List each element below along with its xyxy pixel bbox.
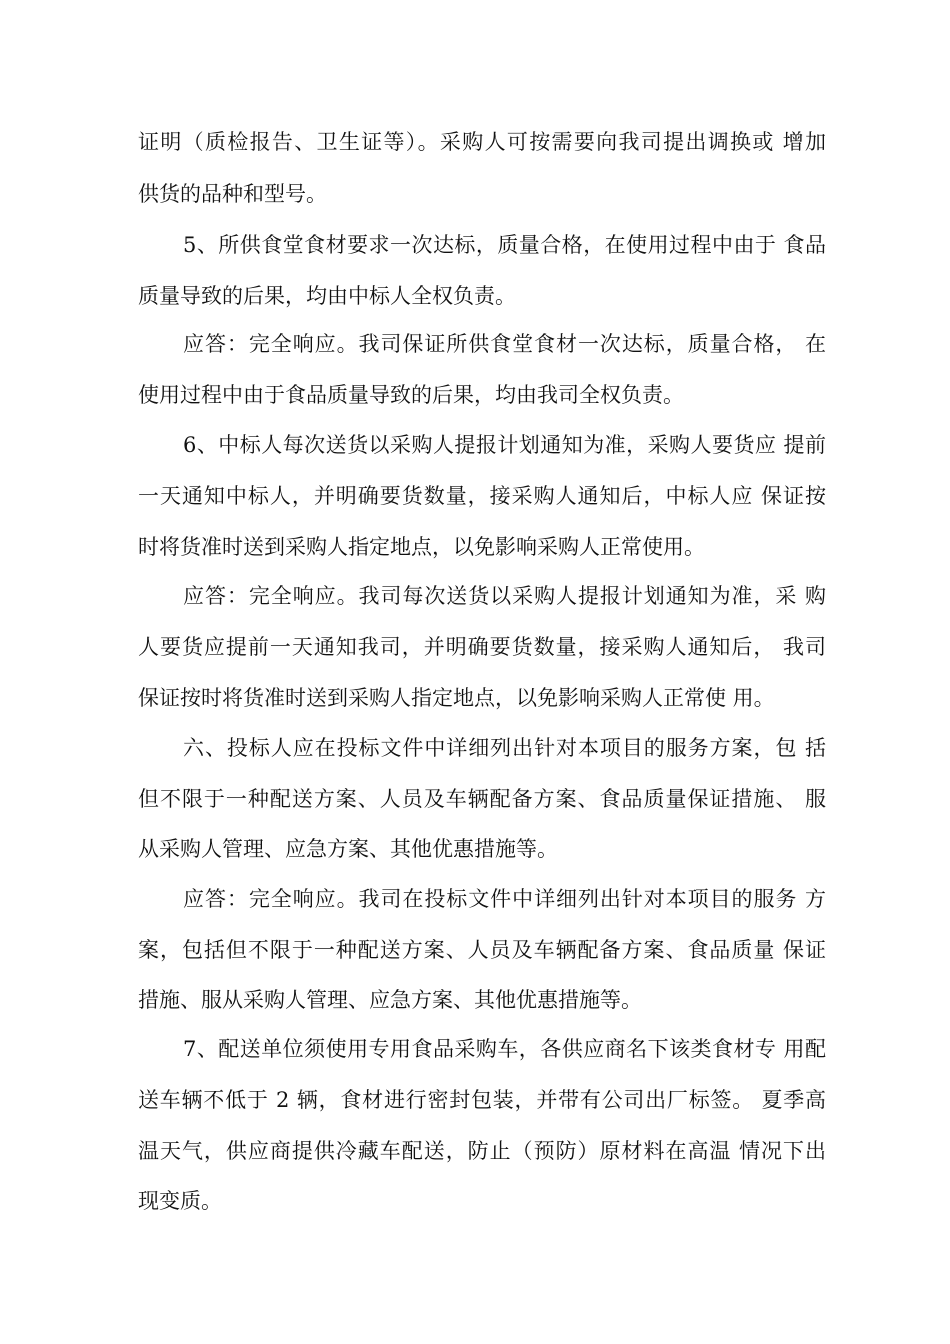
paragraph-line: 应答：完全响应。我司每次送货以采购人提报计划通知为准，采 购 — [183, 584, 826, 608]
paragraph-line: 6、中标人每次送货以采购人提报计划通知为准，采购人要货应 提前 — [183, 433, 826, 457]
paragraph-line: 温天气，供应商提供冷藏车配送，防止（预防）原材料在高温 情况下出 — [138, 1139, 826, 1163]
paragraph-line: 六、投标人应在投标文件中详细列出针对本项目的服务方案，包 括 — [183, 736, 826, 760]
paragraph-line: 5、所供食堂食材要求一次达标，质量合格，在使用过程中由于 食品 — [183, 233, 826, 257]
paragraph-line: 送车辆不低于 2 辆，食材进行密封包装，并带有公司出厂标签。 夏季高 — [138, 1088, 826, 1112]
paragraph-line: 但不限于一种配送方案、人员及车辆配备方案、食品质量保证措施、 服 — [138, 787, 826, 811]
paragraph-line: 一天通知中标人，并明确要货数量，接采购人通知后，中标人应 保证按 — [138, 484, 826, 508]
paragraph-line: 使用过程中由于食品质量导致的后果，均由我司全权负责。 — [138, 383, 684, 407]
paragraph-line: 保证按时将货准时送到采购人指定地点，以免影响采购人正常使 用。 — [138, 686, 775, 710]
paragraph-line: 案，包括但不限于一种配送方案、人员及车辆配备方案、食品质量 保证 — [138, 938, 826, 962]
paragraph-line: 现变质。 — [138, 1189, 222, 1213]
paragraph-line: 从采购人管理、应急方案、其他优惠措施等。 — [138, 837, 558, 861]
paragraph-line: 证明（质检报告、卫生证等）。采购人可按需要向我司提出调换或 增加 — [138, 130, 826, 154]
paragraph-line: 时将货准时送到采购人指定地点，以免影响采购人正常使用。 — [138, 535, 705, 559]
paragraph-line: 质量导致的后果，均由中标人全权负责。 — [138, 284, 516, 308]
paragraph-line: 应答：完全响应。我司在投标文件中详细列出针对本项目的服务 方 — [183, 887, 826, 911]
paragraph-line: 措施、服从采购人管理、应急方案、其他优惠措施等。 — [138, 988, 642, 1012]
paragraph-line: 7、配送单位须使用专用食品采购车，各供应商名下该类食材专 用配 — [183, 1037, 826, 1061]
paragraph-line: 人要货应提前一天通知我司，并明确要货数量，接采购人通知后， 我司 — [138, 635, 826, 659]
paragraph-line: 应答：完全响应。我司保证所供食堂食材一次达标，质量合格， 在 — [183, 332, 826, 356]
paragraph-line: 供货的品种和型号。 — [138, 182, 327, 206]
